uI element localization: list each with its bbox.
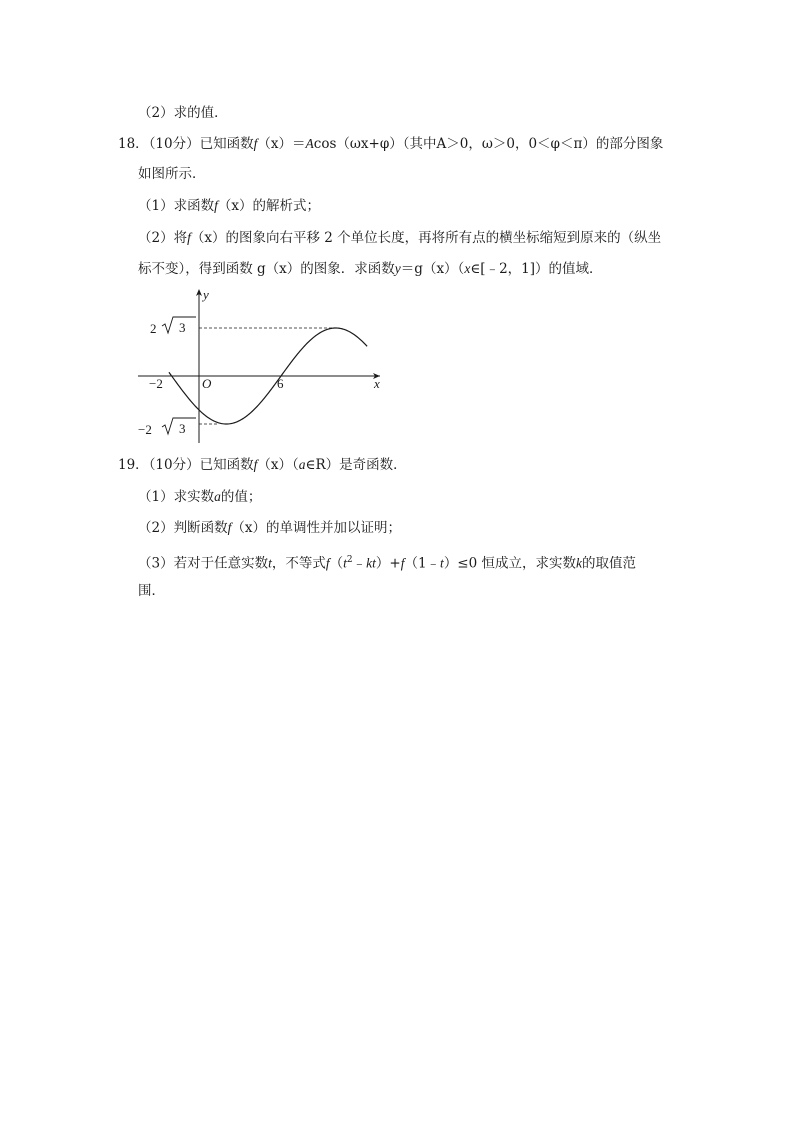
label-max-radicand: 3 <box>179 320 186 335</box>
q18-stem-a: 已知函数 <box>199 136 254 152</box>
q19-p1-b: 的值； <box>220 489 262 505</box>
q19-stem-a: 已知函数 <box>199 457 254 473</box>
q19-p3-a: （3）若对于任意实数 <box>138 555 269 572</box>
q19-p2-x: （x） <box>231 520 266 536</box>
q18-stem-line2 <box>138 164 206 184</box>
q19-score: （10分） <box>148 457 200 473</box>
origin-label: O <box>202 376 212 391</box>
q18-stem-line1 <box>118 134 663 154</box>
q19-p1-a-var: a <box>214 489 221 504</box>
function-graph <box>134 285 390 445</box>
q18-x: （x） <box>257 136 293 152</box>
q19-p3-t3: t <box>440 555 444 571</box>
y-axis-label: y <box>203 287 209 302</box>
q19-p3-t2: t <box>343 555 347 571</box>
q18-f: f <box>253 136 258 151</box>
q18-p1-x: （x） <box>217 198 253 214</box>
q18-p2-f: f <box>187 230 191 245</box>
q18-p1-f: f <box>214 198 218 213</box>
q18-stem-b: 如图所示． <box>138 166 206 182</box>
label-min-neg2root3 <box>138 418 196 437</box>
q18-p2-d: ＝g（x）（ <box>400 261 465 277</box>
q18-p2-c: 标不变），得到函数 g（x）的图象．求函数 <box>138 261 395 277</box>
label-min-coef: −2 <box>138 422 152 437</box>
q19-p3-open: （ <box>329 555 344 572</box>
q19-a: a <box>298 457 306 472</box>
q19-p2-a: （2）判断函数 <box>138 520 228 536</box>
q18-p1-a: （1）求函数 <box>138 198 215 214</box>
q19-p1-a: （1）求实数 <box>138 489 215 505</box>
q19-x: （x） <box>257 457 293 473</box>
q18-cos: cos（ωx+φ）（其中 <box>313 136 437 152</box>
q19-number: 19． <box>118 457 149 473</box>
tick-label-6: 6 <box>277 376 284 391</box>
q18-p2-b: 的图象向右平移 2 个单位长度，再将所有点的横坐标缩短到原来的（纵坐 <box>225 230 662 246</box>
q19-stem <box>118 455 407 475</box>
label-max-2root3 <box>150 317 196 336</box>
q19-p3-k: k <box>576 555 583 571</box>
q19-part2 <box>138 518 401 538</box>
q18-part2-line1 <box>138 228 661 248</box>
q19-p3-g: 的取值范 <box>582 555 637 572</box>
q18-p2-e: ∈[﹣2，1]）的值域． <box>470 261 603 277</box>
q18-score: （10分） <box>148 136 200 152</box>
q18-p2-y: y <box>394 261 401 276</box>
q19-part3-line1 <box>138 550 636 574</box>
q19-part1 <box>138 487 261 507</box>
q18-p2-xvar: x <box>464 261 471 276</box>
q17-part2-text: （2）求的值． <box>138 105 228 121</box>
x-axis-label: x <box>374 376 380 391</box>
tick-label-neg2: −2 <box>149 376 163 391</box>
q18-number: 18． <box>118 136 149 152</box>
q18-part2-line2 <box>138 259 603 279</box>
q18-p1-b: 的解析式； <box>252 198 320 214</box>
q18-p2-x: （x） <box>190 230 226 246</box>
q19-p2-f: f <box>227 520 232 535</box>
q19-a-rest: ∈R）是奇函数． <box>305 457 407 473</box>
q19-p3-d: ）+ <box>375 555 401 572</box>
q19-f: f <box>253 457 258 472</box>
q19-p3-c: ﹣ <box>352 555 367 572</box>
q18-part1 <box>138 196 320 216</box>
q19-p3-t: t <box>268 555 272 571</box>
q19-p3-sup: 2 <box>346 555 353 565</box>
q18-cond: A＞0，ω＞0，0＜φ＜π）的部分图象 <box>436 136 664 152</box>
label-min-radicand: 3 <box>179 421 186 436</box>
q19-p3-e: （1﹣ <box>404 555 441 572</box>
q19-p2-b: 的单调性并加以证明； <box>265 520 401 536</box>
label-max-coef: 2 <box>150 321 157 336</box>
q18-p2-a: （2）将 <box>138 230 188 246</box>
q19-a-open: （ <box>292 457 299 473</box>
q19-p3-b: ，不等式 <box>271 555 326 572</box>
q18-eq: ＝ <box>292 136 306 152</box>
q19-p3-f: ）≤0 恒成立，求实数 <box>443 555 577 572</box>
q19-p3-f1: f <box>325 555 330 571</box>
q19-p3-h: 围． <box>138 583 165 599</box>
q17-part2 <box>138 103 228 123</box>
q19-part3-line2 <box>138 581 165 601</box>
q19-p3-f2: f <box>400 555 405 571</box>
q18-A: A <box>305 136 314 151</box>
q19-p3-kt: kt <box>366 555 376 571</box>
